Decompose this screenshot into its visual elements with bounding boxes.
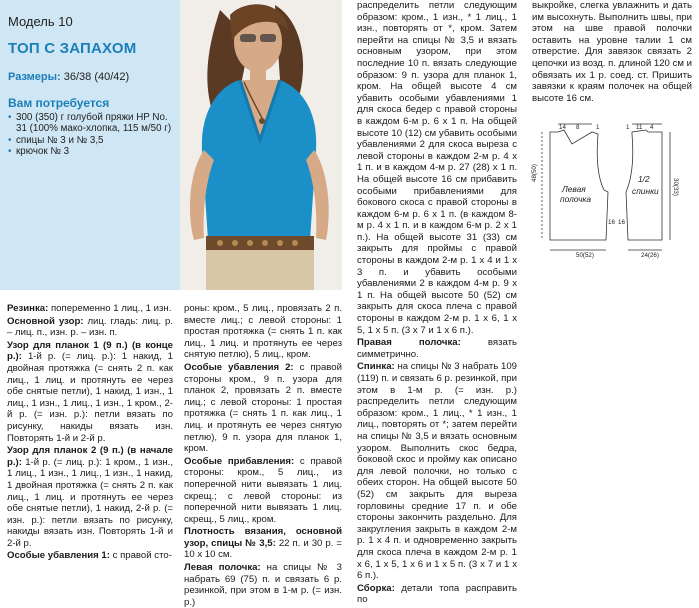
instruction-paragraph: Основной узор: лиц. гладь: лиц. р. – лиц. п., изн. р. – изн. п. (7, 315, 173, 339)
back-label: спинки (632, 186, 659, 196)
photo-illustration (180, 0, 342, 290)
dim-label: 4 (650, 124, 654, 131)
dim-label: 11 (636, 124, 643, 131)
instruction-paragraph: Узор для планок 1 (9 п.) (в конце р.): 1-й р. (= лиц. р.): 1 накид, 1 двойная протяжка (= снять 2 п. как лиц., 1 лиц. и протянуть ее через обе снятые петли), 1 накид, 1 изн., 1 лиц., 1 изн., 1 лиц., 1 изн., 1 кром., 2-й р. (= изн. р.): петли вязать по рисунку, накиды вязать изн. Повторять 1-й и 2-й р. (7, 339, 173, 444)
sizes-label: Размеры: (8, 71, 61, 83)
materials-item: • крючок № 3 (8, 146, 176, 157)
instruction-paragraph: Особые убавления 2: с правой стороны кром., 9 п. узора для планок 2, провязать 2 п. вместе лиц.; с левой стороны: 1 простая протяжка (= снять 1 п. как лиц., 1 лиц. и протянуть ее через снятую петлю), 9 п. узора для планок 1, кром. (184, 361, 342, 455)
instruction-paragraph: Узор для планок 2 (9 п.) (в начале р.): 1-й р. (= лиц. р.): 1 кром., 1 изн., 1 лиц., 1 изн., 1 лиц., 1 изн., 1 накид, 1 двойная протяжка (= снять 2 п. как лиц., 1 лиц. и протянуть ее через обе снятые петли), 1 накид, 2-й р. (= изн. р.): петли вязать по рисунку, накиды вязать изн. Повторять 1-й и 2-й р. (7, 445, 173, 549)
instruction-paragraph: роны: кром., 5 лиц., провязать 2 п. вместе лиц.; с левой стороны: 1 простая протяжка (= снять 1 п. как лиц., 1 лиц. и протянуть ее через снятую петлю), 5 лиц., кром. (184, 303, 342, 361)
dim-label: 50(52) (576, 252, 594, 259)
instruction-paragraph: Резинка: попеременно 1 лиц., 1 изн. (7, 303, 172, 314)
dim-label: 48(50) (531, 164, 538, 182)
sizes-value: 36/38 (40/42) (63, 71, 130, 83)
sizes-line (8, 71, 129, 83)
instruction-paragraph: Особые прибавления: с правой стороны: кром., 5 лиц., из поперечной нити вывязать 1 лиц. скрещ.; с левой стороны: из поперечной нити вывязать 1 лиц. скрещ., 5 лиц., кром. (184, 455, 343, 525)
dim-label: 1 (596, 124, 600, 131)
dim-label: 1 (626, 124, 630, 131)
dim-label: 30(33) (672, 178, 679, 196)
instruction-paragraph: распределить петли следующим образом: кром., 1 изн., * 1 лиц., 1 изн., повторять от *, кром. Затем перейти на спицы № 3,5 и вязать основным узором, при этом последние 10 п. вязать следующие образом: 9 п. узора для планок 1, кром. На общей высоте 4 см убавить особыми убавлениями 1 для скоса бедер с правой стороны в каждом 6-м р. 6 х 1 п. На общей высоте 10 (12) см убавить особыми убавлениями 2 для скоса выреза с левой стороны в каждом 2-м р. 4 х 1 п. и в каждом 4-м р. 27 (28) х 1 п. На общей высоте 16 см прибавить особыми прибавлениями для бокового скоса с правой стороны в каждом 6-м р. 6 х 1 п. (в каждом 8-м р. 4 х 1 п. и в каждом 6-м р. 2 х 1 п.). На общей высоте 31 (33) см закрыть для проймы с правой стороны в каждом 2-м р. 1 х 4 и 1 х 3 п. и убавить особыми убавлениями 2 в каждом 4-м р. 9 х 1 п. На общей высоте 50 (52) см закрыть для скоса плеча с правой стороны в каждом 2-м р. 1 х 6, 1 х 5, 1 х 5 п. (3 х 7 и 1 х 6 п.). (357, 0, 517, 336)
info-panel (0, 0, 180, 290)
dim-label: 16 (608, 219, 615, 226)
instruction-paragraph: Левая полочка: на спицы № 3 набрать 69 (75) п. и связать 6 р. резинкой, при этом в 1-м р. (= изн. р.) (184, 562, 342, 608)
instructions-column-2 (184, 303, 343, 608)
materials-list (8, 112, 176, 158)
instruction-paragraph: Плотность вязания, основной узор, спицы № 3,5: 22 п. и 30 р. = 10 х 10 см. (184, 526, 342, 561)
dim-label: 14 (559, 124, 566, 131)
pattern-schematic (528, 118, 698, 258)
instructions-column-3 (357, 0, 518, 606)
front-label: Левая (562, 184, 586, 194)
materials-heading: Вам потребуется (8, 96, 110, 110)
dim-label: 16 (618, 219, 625, 226)
back-label: 1/2 (638, 174, 650, 184)
instructions-column-1 (7, 303, 173, 573)
instruction-paragraph: Спинка: на спицы № 3 набрать 109 (119) п. и связать 6 р. резинкой, при этом в 1-м р. (= изн. р.) распределить петли следующим образом: кром., 1 лиц., * 1 изн., 1 лиц., повторять от *; затем перейти на спицы № 3,5 и вязать основным узором. Выполнить скос бедра, боковой скос и пройму как описано для левой полочки, но только с обеих сторон. На общей высоте 50 (52) см закрыть для выреза горловины средние 17 п. и обе стороны закончить раздельно. Для закругления закрыть в каждом 2-м р. 1 х 4 п. и одновременно закрыть для скоса плеча в каждом 2-м р. 1 х 6, 1 х 5, 1 х 6 и 1 х 5 п. (3 х 7 и 1 х 6 п.). (357, 361, 517, 582)
instruction-paragraph: выкройке, слегка увлажнить и дать им высохнуть. Выполнить швы, при этом на шве правой полочки оставить на уровне талии 1 см отверстие. Для завязок связать 2 цепочки из возд. п. длиной 120 см и обвязать их 1 р. соед. ст. Пришить завязки к краям полочек на общей высоте 16 см. (532, 0, 692, 104)
instruction-paragraph: Особые убавления 1: с правой сто- (7, 550, 172, 562)
pattern-title: ТОП С ЗАПАХОМ (8, 40, 137, 57)
dim-label: 8 (576, 124, 580, 131)
instruction-paragraph: Сборка: детали топа расправить по (357, 582, 517, 606)
instruction-paragraph: Правая полочка: вязать симметрично. (357, 337, 518, 360)
model-number: Модель 10 (8, 14, 73, 29)
model-photo (180, 0, 342, 290)
dim-label: 24(26) (641, 252, 659, 259)
front-label: полочка (560, 194, 592, 204)
materials-item: • 300 (350) г голубой пряжи HP No. 31 (100% мако-хлопка, 115 м/50 г) (8, 112, 176, 135)
materials-item: • спицы № 3 и № 3,5 (8, 135, 176, 146)
instructions-column-4 (532, 0, 692, 110)
